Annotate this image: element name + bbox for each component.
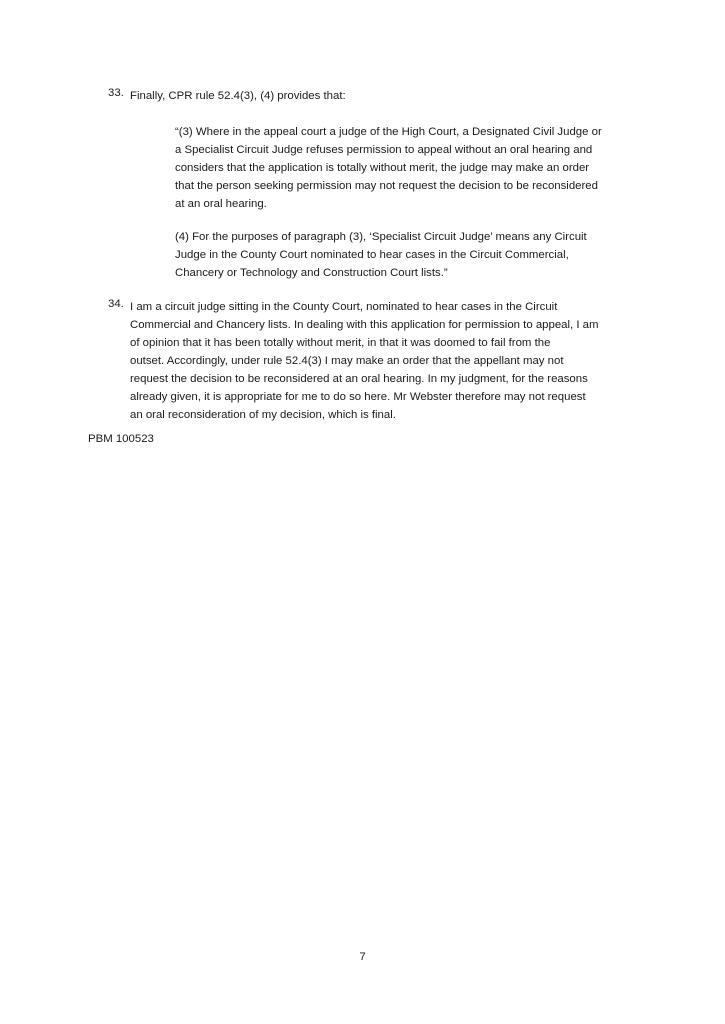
paragraph-line: an oral reconsideration of my decision, which is final. <box>130 409 396 421</box>
paragraph-line: of opinion that it has been totally without merit, in that it was doomed to fail from the <box>130 337 551 349</box>
paragraph-body <box>130 87 648 105</box>
quote-line: at an oral hearing. <box>175 198 267 210</box>
signature-reference: PBM 100523 <box>88 433 154 445</box>
quotation-rule-4 <box>175 228 645 282</box>
paragraph-number: 33. <box>108 87 124 99</box>
quote-line: Judge in the County Court nominated to hear cases in the Circuit Commercial, <box>175 249 569 261</box>
quote-line: that the person seeking permission may not request the decision to be reconsidered <box>175 180 598 192</box>
paragraph-line: Finally, CPR rule 52.4(3), (4) provides that: <box>130 90 346 102</box>
paragraph-34 <box>108 298 648 424</box>
quote-line: Chancery or Technology and Construction Court lists.” <box>175 267 448 279</box>
paragraph-line: already given, it is appropriate for me to do so here. Mr Webster therefore may not request <box>130 391 586 403</box>
paragraph-line: request the decision to be reconsidered at an oral hearing. In my judgment, for the reasons <box>130 373 588 385</box>
paragraph-line: Commercial and Chancery lists. In dealing with this application for permission to appeal, I am <box>130 319 599 331</box>
paragraph-33 <box>108 87 648 105</box>
quotation-rule-3 <box>175 123 645 213</box>
quote-line: “(3) Where in the appeal court a judge of the High Court, a Designated Civil Judge or <box>175 126 602 138</box>
quote-line: (4) For the purposes of paragraph (3), ‘Specialist Circuit Judge’ means any Circuit <box>175 231 587 243</box>
page-number: 7 <box>359 951 366 963</box>
quote-line: considers that the application is totally without merit, the judge may make an order <box>175 162 590 174</box>
paragraph-body <box>130 298 648 424</box>
paragraph-line: outset. Accordingly, under rule 52.4(3) I may make an order that the appellant may not <box>130 355 564 367</box>
paragraph-number: 34. <box>108 298 124 310</box>
quote-line: a Specialist Circuit Judge refuses permission to appeal without an oral hearing and <box>175 144 593 156</box>
paragraph-line: I am a circuit judge sitting in the County Court, nominated to hear cases in the Circuit <box>130 301 558 313</box>
